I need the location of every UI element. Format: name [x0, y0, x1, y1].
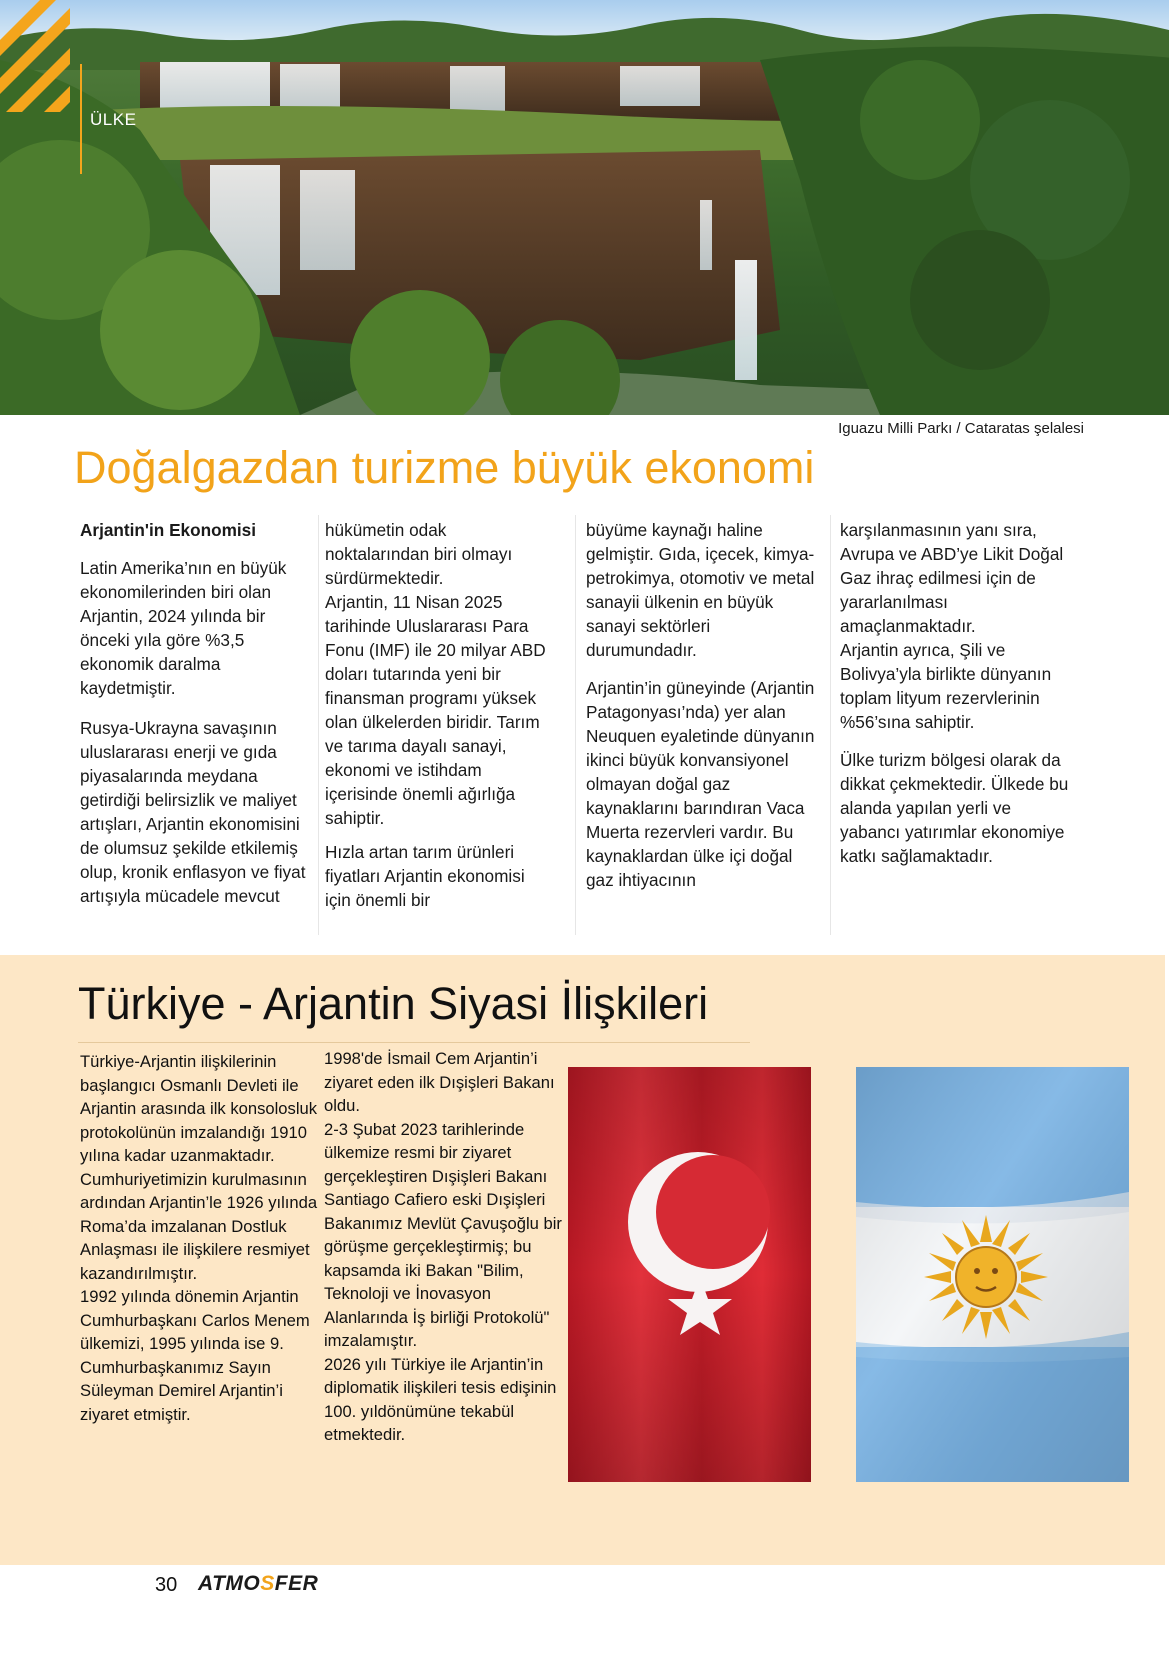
paragraph: karşılanmasının yanı sıra, Avrupa ve ABD’ye Likit Doğal Gaz ihraç edilmesi için de yararlanılması amaçlanmaktadır. [840, 520, 1064, 636]
paragraph: Cumhuriyetimizin kurulmasının ardından Arjantin’le 1926 yılında Roma’da imzalanan Dostluk Anlaşması ile ilişkilere resmiyet kazandırılmıştır. [80, 1169, 318, 1283]
economy-subtitle: Arjantin'in Ekonomisi [80, 520, 256, 540]
paragraph: büyüme kaynağı haline gelmiştir. Gıda, içecek, kimya-petrokimya, otomotiv ve metal sanayii ülkenin en büyük sanayi sektörleri durumundadır. [586, 520, 815, 660]
relations-column-2 [324, 1047, 564, 1447]
economy-column-3 [586, 518, 816, 902]
sun-of-may-icon [924, 1215, 1048, 1339]
photo-caption: Iguazu Milli Parkı / Cataratas şelalesi [838, 420, 1084, 437]
article-headline: Doğalgazdan turizme büyük ekonomi [74, 442, 815, 493]
waterfall-illustration [0, 0, 1169, 415]
logo-part: ATMO [198, 1572, 261, 1595]
argentina-flag-graphic [856, 1067, 1129, 1482]
argentina-flag [856, 1067, 1129, 1482]
paragraph: Arjantin, 11 Nisan 2025 tarihinde Uluslararası Para Fonu (IMF) ile 20 milyar ABD doları tutarında yeni bir finansman programı yüksek olan ülkelerden biridir. Tarım ve tarıma dayalı sanayi, ekonomi ve istihdam içerisinde önemli ağırlığa sahiptir. [325, 592, 546, 828]
magazine-logo [198, 1572, 318, 1596]
paragraph: Hızla artan tarım ürünleri fiyatları Arjantin ekonomisi için önemli bir [325, 842, 525, 910]
paragraph: 2-3 Şubat 2023 tarihlerinde ülkemize resmi bir ziyaret gerçekleştiren Dışişleri Bakanı Santiago Cafiero eski Dışişleri Bakanımız Mevlüt Çavuşoğlu bir görüşme gerçekleştirmiş; bu kapsamda iki Bakan "Bilim, Teknoloji ve İnovasyon Alanlarında İş birliği Protokolü" imzalamıştır. [324, 1119, 562, 1350]
logo-part: FER [274, 1572, 319, 1595]
paragraph: Türkiye-Arjantin ilişkilerinin başlangıcı Osmanlı Devleti ile Arjantin arasında ilk konsolosluk protokolünün imzalandığı 1910 yılına kadar uzanmaktadır. [80, 1052, 318, 1165]
column-divider [830, 515, 831, 935]
paragraph: hükümetin odak noktalarından biri olmayı sürdürmektedir. [325, 520, 513, 588]
paragraph: Latin Amerika’nın en büyük ekonomilerinden biri olan Arjantin, 2024 yılında bir önceki yıla göre %3,5 ekonomik daralma kaydetmiştir. [80, 558, 287, 698]
economy-column-1 [80, 518, 310, 918]
column-divider [575, 515, 576, 935]
section-label: ÜLKE [90, 110, 137, 129]
hero-image [0, 0, 1169, 415]
section-tag-stripes [0, 0, 76, 112]
paragraph: 1992 yılında dönemin Arjantin Cumhurbaşkanı Carlos Menem ülkemizi, 1995 yılında ise 9. Cumhurbaşkanımız Sayın Süleyman Demirel Arjantin’i ziyaret etmiştir. [80, 1287, 310, 1424]
column-divider [318, 515, 319, 935]
relations-column-1 [80, 1050, 320, 1426]
paragraph: Arjantin’in güneyinde (Arjantin Patagonyası’nda) yer alan Neuquen eyaletinde dünyanın ikinci büyük konvansiyonel olmayan doğal gaz kaynaklarını barındıran Vaca Muerta rezervleri vardır. Bu kaynaklardan ülke içi doğal gaz ihtiyacının [586, 678, 815, 890]
economy-column-2 [325, 518, 555, 922]
page-number: 30 [155, 1574, 178, 1596]
paragraph: Arjantin ayrıca, Şili ve Bolivya’yla birlikte dünyanın toplam lityum rezervlerinin %56’sına sahiptir. [840, 640, 1052, 732]
title-rule [78, 1042, 750, 1043]
section-tag-line [80, 64, 82, 174]
paragraph: 2026 yılı Türkiye ile Arjantin’in diplomatik ilişkileri tesis edişinin 100. yıldönümüne tekabül etmektedir. [324, 1354, 557, 1444]
paragraph: 1998'de İsmail Cem Arjantin’i ziyaret eden ilk Dışişleri Bakanı oldu. [324, 1049, 555, 1115]
economy-column-4 [840, 518, 1070, 878]
paragraph: Ülke turizm bölgesi olarak da dikkat çekmektedir. Ülkede bu alanda yapılan yerli ve yabancı yatırımlar ekonomiye katkı sağlamaktadır. [840, 750, 1069, 866]
logo-accent: S [260, 1572, 275, 1595]
turkey-flag [568, 1067, 811, 1482]
relations-title: Türkiye - Arjantin Siyasi İlişkileri [78, 978, 709, 1029]
paragraph: Rusya-Ukrayna savaşının uluslararası enerji ve gıda piyasalarında meydana getirdiği belirsizlik ve maliyet artışları, Arjantin ekonomisini de olumsuz şekilde etkilemiş olup, kronik enflasyon ve fiyat artışıyla mücadele mevcut [80, 718, 306, 906]
turkey-flag-graphic [568, 1067, 811, 1482]
